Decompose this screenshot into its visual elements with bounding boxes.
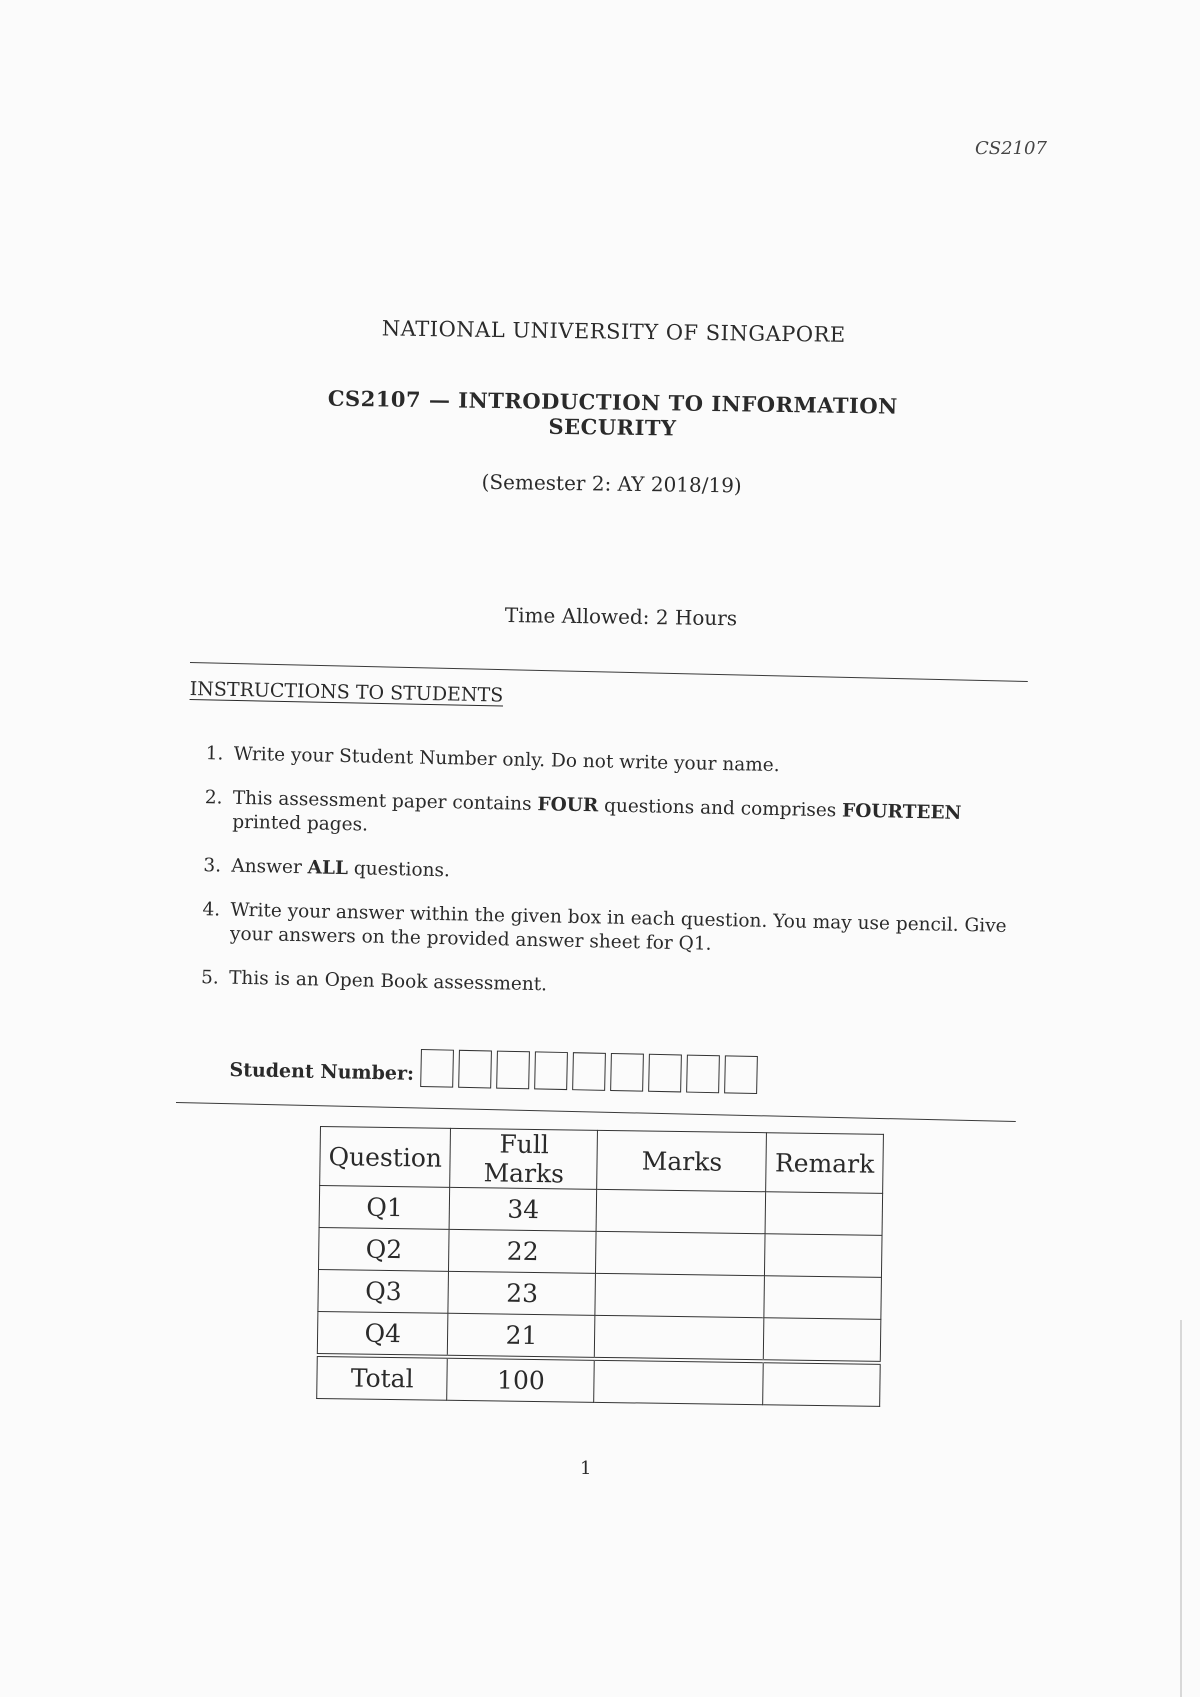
instruction-number: 4.: [202, 899, 221, 921]
student-number-box[interactable]: [534, 1051, 568, 1090]
time-allowed: Time Allowed: 2 Hours: [504, 603, 738, 631]
student-number-box[interactable]: [724, 1055, 758, 1094]
title-block: [280, 315, 946, 500]
instruction-text-part: printed pages.: [232, 811, 369, 836]
header-course-code: CS2107: [975, 138, 1047, 159]
cell-total-marks[interactable]: [594, 1359, 764, 1405]
cell-marks[interactable]: [595, 1315, 765, 1361]
cell-full-marks: 21: [448, 1313, 596, 1359]
instructions-list: [194, 742, 1029, 1028]
table-total-row: [317, 1355, 880, 1406]
instruction-text: Write your answer within the given box in each question. You may use pencil. Give your answers on the provided answer sheet for Q1.: [229, 899, 1007, 955]
student-number-row: [229, 1045, 762, 1094]
cell-full-marks: 34: [449, 1187, 597, 1231]
university-name: NATIONAL UNIVERSITY OF SINGAPORE: [381, 316, 846, 347]
top-divider: [190, 662, 1028, 682]
student-number-box[interactable]: [572, 1052, 606, 1091]
cell-remark[interactable]: [765, 1192, 882, 1236]
instruction-emphasis: ALL: [307, 857, 349, 880]
instruction-text: This is an Open Book assessment.: [228, 967, 548, 996]
student-number-box[interactable]: [610, 1053, 644, 1092]
cell-question: Q4: [317, 1311, 448, 1356]
student-number-box[interactable]: [458, 1050, 492, 1089]
student-number-box[interactable]: [420, 1049, 454, 1088]
page-number: 1: [580, 1458, 592, 1479]
student-number-box[interactable]: [496, 1051, 530, 1090]
instruction-number: 2.: [204, 787, 223, 809]
cell-marks[interactable]: [596, 1189, 766, 1233]
cell-total-remark[interactable]: [763, 1361, 880, 1406]
course-title: CS2107 — INTRODUCTION TO INFORMATION SECURITY: [327, 385, 898, 441]
header-full-marks: Full Marks: [450, 1128, 598, 1189]
instruction-text-part: questions and comprises: [597, 795, 843, 822]
marks-table: [316, 1126, 884, 1407]
instruction-emphasis: FOUR: [537, 794, 599, 817]
instruction-item: [196, 898, 1027, 963]
cell-marks[interactable]: [596, 1231, 766, 1275]
header-remark: Remark: [766, 1133, 883, 1194]
header-marks: Marks: [597, 1130, 767, 1191]
cell-remark[interactable]: [764, 1318, 881, 1363]
instruction-emphasis: FOURTEEN: [841, 800, 962, 825]
cell-marks[interactable]: [595, 1273, 765, 1317]
cell-total-label: Total: [317, 1355, 448, 1400]
bottom-divider: [176, 1102, 1016, 1122]
instruction-item: [199, 742, 1029, 783]
student-number-label: Student Number:: [229, 1058, 415, 1085]
semester-line: (Semester 2: AY 2018/19): [481, 469, 742, 498]
cell-total-full-marks: 100: [447, 1357, 595, 1403]
instruction-item: [198, 786, 1029, 851]
header-question: Question: [320, 1127, 451, 1188]
instruction-number: 1.: [205, 743, 224, 765]
table-row: [317, 1311, 880, 1362]
instruction-text-part: This assessment paper contains: [232, 787, 538, 816]
cell-question: Q3: [318, 1269, 449, 1313]
cell-question: Q2: [318, 1227, 449, 1271]
instructions-heading: INSTRUCTIONS TO STUDENTS: [189, 678, 504, 707]
instruction-text: Write your Student Number only. Do not write your name.: [233, 743, 780, 777]
cell-full-marks: 22: [449, 1229, 597, 1273]
cell-remark[interactable]: [765, 1234, 882, 1278]
instruction-number: 3.: [203, 855, 222, 877]
student-number-box[interactable]: [648, 1054, 682, 1093]
cell-full-marks: 23: [448, 1271, 596, 1315]
cell-question: Q1: [319, 1186, 450, 1230]
instruction-number: 5.: [200, 967, 219, 989]
table-header-row: [320, 1127, 884, 1194]
instruction-item: [197, 854, 1027, 895]
instruction-item: [195, 966, 1025, 1007]
instruction-text-part: Answer: [231, 855, 308, 879]
instruction-text-part: questions.: [347, 858, 451, 882]
student-number-box[interactable]: [686, 1055, 720, 1094]
cell-remark[interactable]: [764, 1276, 881, 1320]
scan-edge-line: [1180, 1320, 1182, 1697]
